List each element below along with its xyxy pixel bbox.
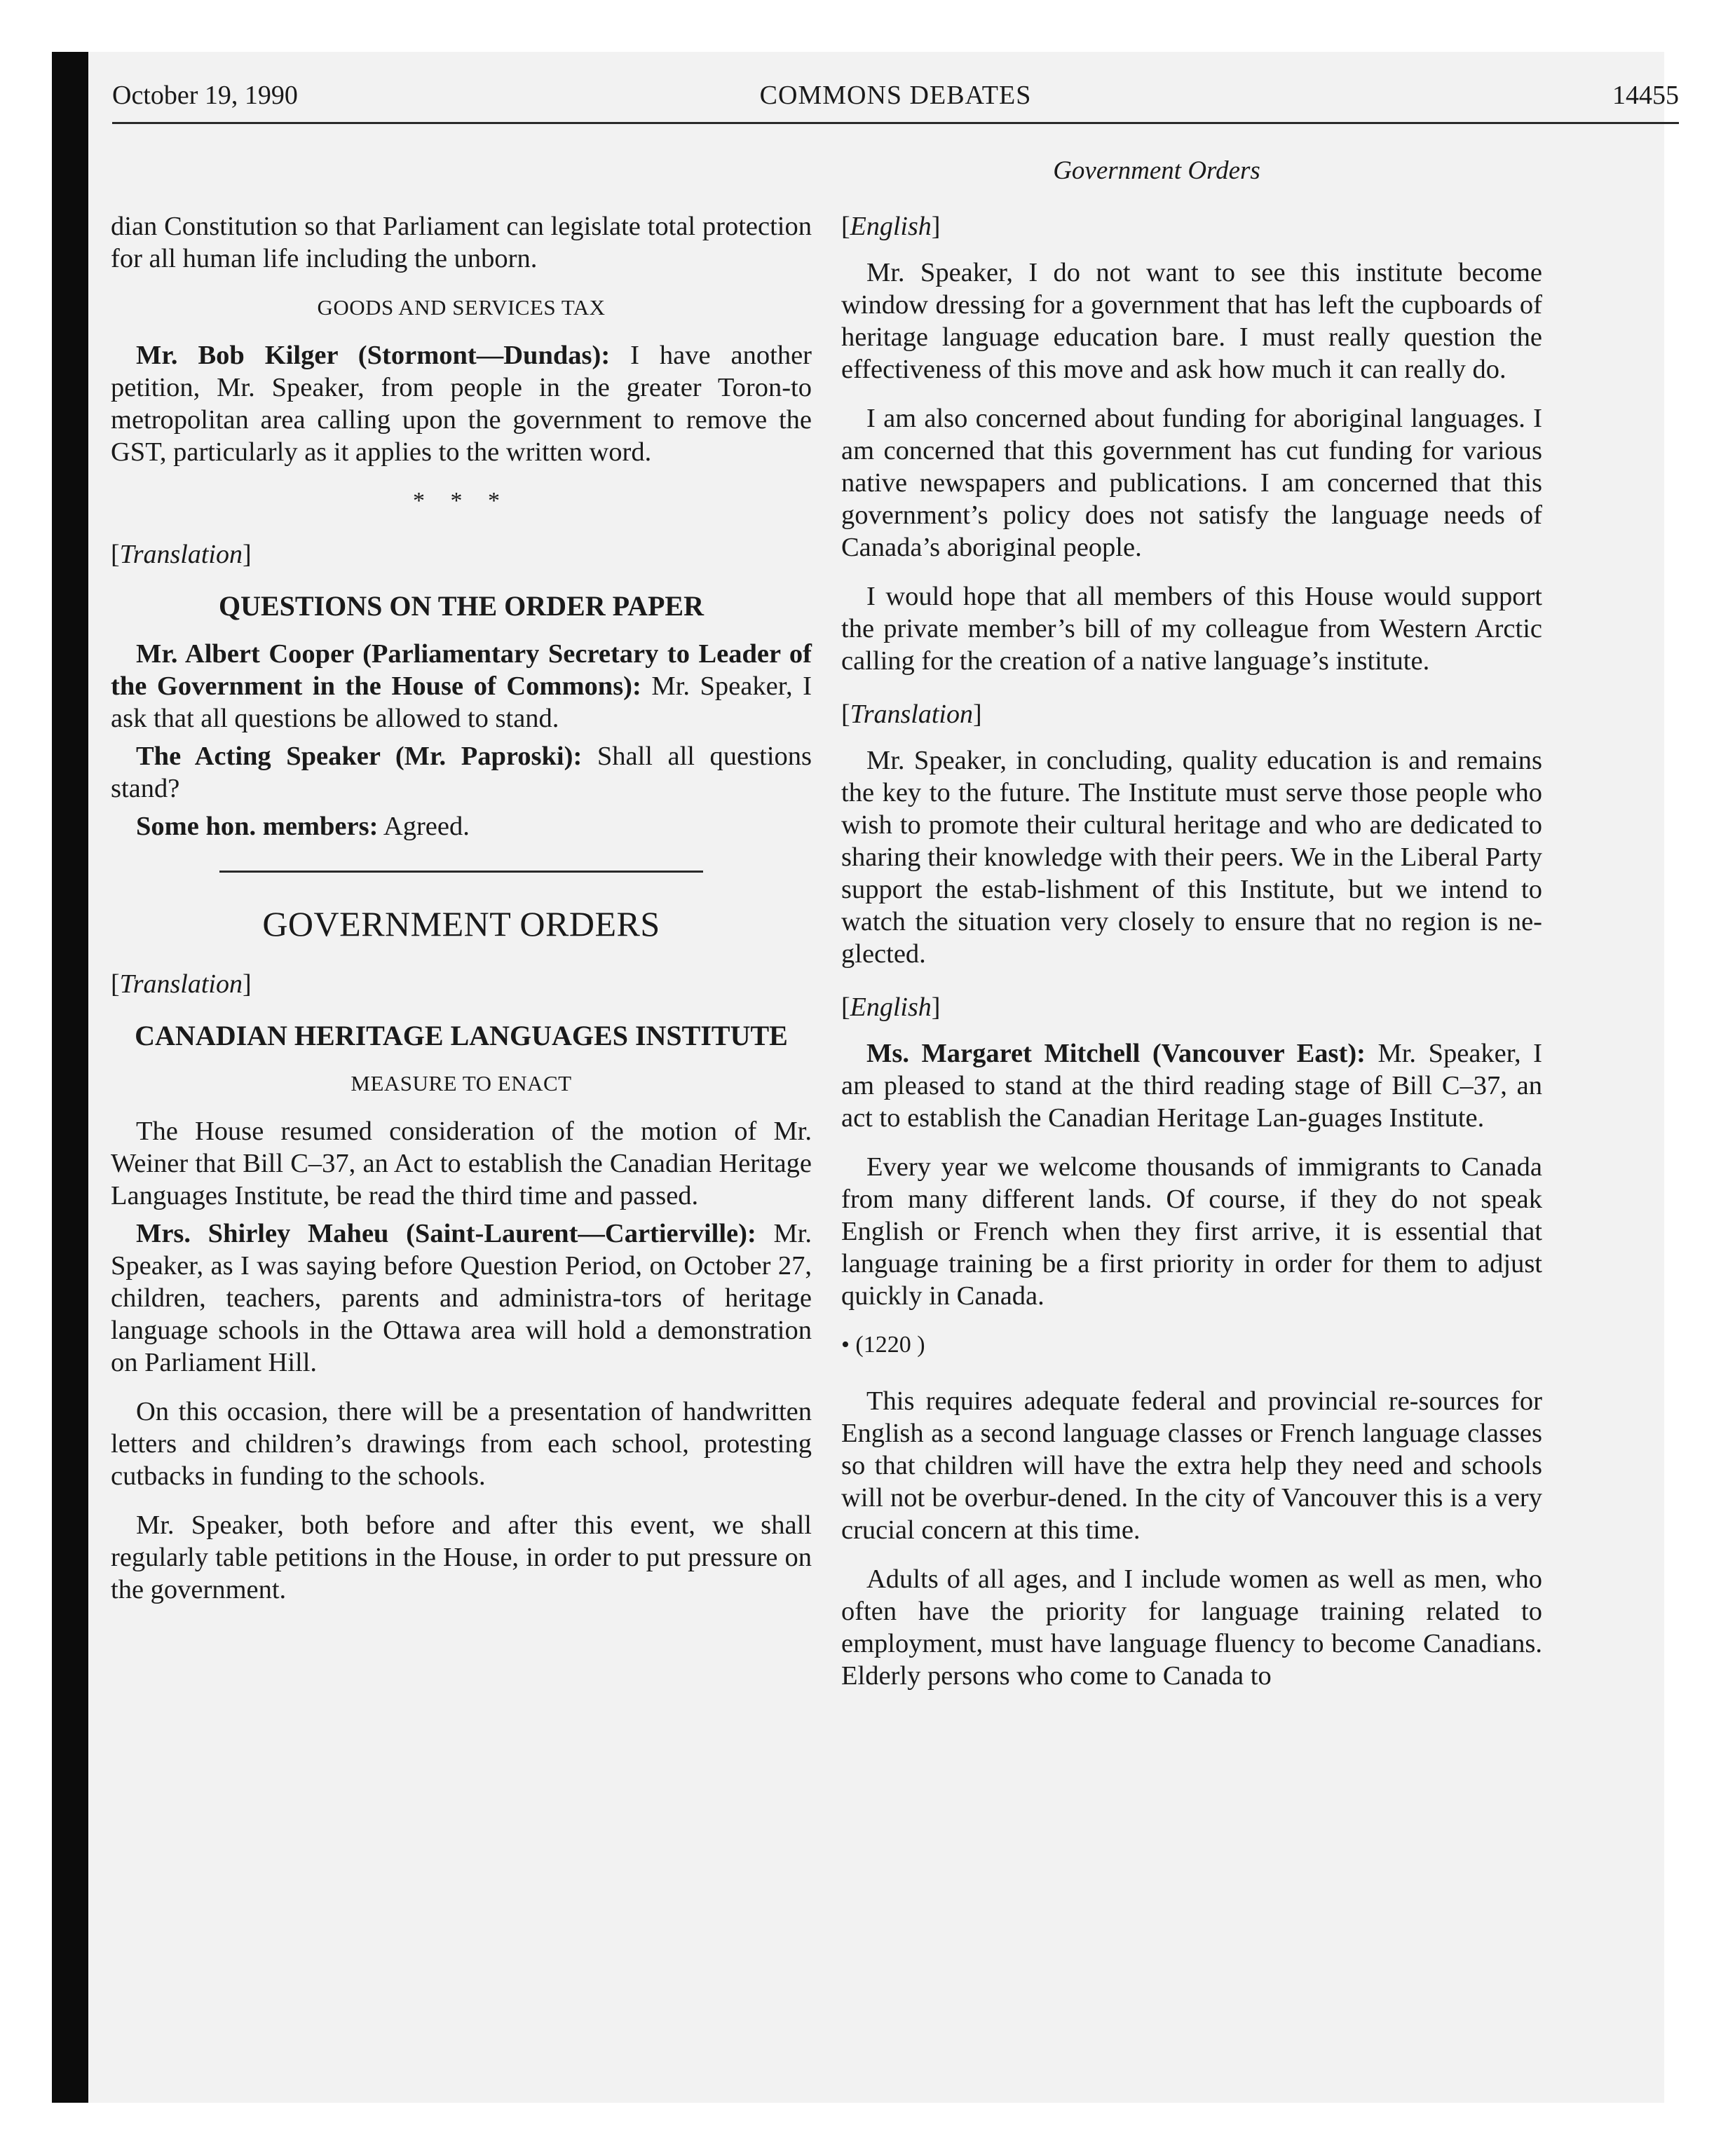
mitchell-paragraph xyxy=(841,1037,1542,1134)
maheu-paragraph xyxy=(111,1217,812,1379)
header-page-number: 14455 xyxy=(1612,81,1679,110)
continued-paragraph: dian Constitution so that Parliament can legislate total protection for all human life including the unborn. xyxy=(111,212,812,273)
maheu-speaker: Mrs. Shirley Maheu (Saint-Laurent—Cartierville): xyxy=(136,1219,756,1248)
translation-tag-1: [Translation] xyxy=(111,540,252,569)
left-column xyxy=(111,210,812,1623)
kilger-paragraph xyxy=(111,339,812,468)
running-head: Government Orders xyxy=(1053,156,1260,185)
kilger-speaker: Mr. Bob Kilger (Stormont—Dundas): xyxy=(136,341,611,370)
mitchell-speaker: Ms. Margaret Mitchell (Vancouver East): xyxy=(866,1039,1366,1068)
acting-speaker-text: Shall all questions stand? xyxy=(111,742,812,803)
cooper-speaker: Mr. Albert Cooper (Parliamentary Secretary to Leader of the Government in the House of Commons): xyxy=(111,639,812,701)
english-tag-2: [English] xyxy=(841,992,941,1022)
gst-heading: GOODS AND SERVICES TAX xyxy=(317,295,606,320)
translation-tag-2: [Translation] xyxy=(111,969,252,999)
petitions-paragraph: Mr. Speaker, both before and after this event, we shall regularly table petitions in the House, in order to put pressure on the government. xyxy=(111,1510,812,1604)
section-rule xyxy=(219,871,703,873)
header-journal-title: COMMONS DEBATES xyxy=(759,81,1032,110)
header-date: October 19, 1990 xyxy=(112,81,298,110)
english-tag-2-text: English xyxy=(850,992,932,1022)
acting-speaker: The Acting Speaker (Mr. Paproski): xyxy=(136,742,583,771)
right-column xyxy=(841,210,1542,1709)
institute-heading: CANADIAN HERITAGE LANGUAGES INSTITUTE xyxy=(135,1020,788,1051)
window-dressing-paragraph: Mr. Speaker, I do not want to see this institute become window dressing for a government that has left the cupboards of heritage language education bare. I must really question the effectiveness of this move and ask how much it can really do. xyxy=(841,258,1542,384)
government-orders-heading: GOVERNMENT ORDERS xyxy=(262,904,660,943)
english-tag-1-text: English xyxy=(850,212,932,241)
time-marker: • (1220 ) xyxy=(841,1332,925,1358)
concluding-paragraph: Mr. Speaker, in concluding, quality education is and remains the key to the future. The Institute must serve those people who wish to promote their cultural heritage and who are dedicated to sharing their knowledge with their peers. We in the Liberal Party support the estab-lishment of this Institute, but we intend to watch the situation very closely to ensure that no region is ne-glected. xyxy=(841,746,1542,969)
members-speaker: Some hon. members: xyxy=(136,812,379,841)
aboriginal-paragraph: I am also concerned about funding for aboriginal languages. I am concerned that this government has cut funding for various native newspapers and publications. I am concerned that this government’s policy does not satisfy the language needs of Canada’s aboriginal people. xyxy=(841,404,1542,562)
cooper-text: Mr. Speaker, I ask that all questions be allowed to stand. xyxy=(111,671,812,733)
members-text: Agreed. xyxy=(378,812,470,841)
adults-paragraph: Adults of all ages, and I include women as well as men, who often have the priority for language training related to employment, must have language fluency to become Canadians. Elderly persons who come to Canada to xyxy=(841,1564,1542,1691)
translation-tag-3: [Translation] xyxy=(841,700,982,729)
kilger-text: I have another petition, Mr. Speaker, from people in the greater Toron-to metropolitan area calling upon the government to remove the GST, particularly as it applies to the written word. xyxy=(111,341,812,467)
mitchell-text: Mr. Speaker, I am pleased to stand at the third reading stage of Bill C–37, an act to establish the Canadian Heritage Lan-guages Institute. xyxy=(841,1039,1542,1133)
questions-heading: QUESTIONS ON THE ORDER PAPER xyxy=(219,590,704,622)
translation-tag-3-text: Translation xyxy=(850,700,973,729)
cooper-paragraph xyxy=(111,638,812,735)
binding-edge xyxy=(52,52,88,2103)
private-bill-paragraph: I would hope that all members of this House would support the private member’s bill of my colleague from Western Arctic calling for the creation of a native language’s institute. xyxy=(841,582,1542,676)
measure-heading: MEASURE TO ENACT xyxy=(351,1071,572,1096)
resources-paragraph: This requires adequate federal and provincial re-sources for English as a second language classes or French language classes so that children will have the extra help they need and schools will not be overbur-dened. In the city of Vancouver this is a very crucial concern at this time. xyxy=(841,1386,1542,1545)
members-paragraph xyxy=(111,810,812,842)
maheu-text: Mr. Speaker, as I was saying before Question Period, on October 27, children, teachers, parents and administra-tors of heritage language schools in the Ottawa area will hold a demonstration on Parliament Hill. xyxy=(111,1219,812,1377)
immigrants-paragraph: Every year we welcome thousands of immigrants to Canada from many different lands. Of course, if they do not speak English or French when they first arrive, it is essential that language training be a first priority in order for them to adjust quickly in Canada. xyxy=(841,1152,1542,1311)
acting-speaker-paragraph xyxy=(111,740,812,805)
occasion-paragraph: On this occasion, there will be a presentation of handwritten letters and children’s drawings from each school, protesting cutbacks in funding to the schools. xyxy=(111,1397,812,1491)
house-resumed-paragraph: The House resumed consideration of the motion of Mr. Weiner that Bill C–37, an Act to establish the Canadian Heritage Languages Institute, be read the third time and passed. xyxy=(111,1117,812,1210)
page-header xyxy=(112,80,1679,124)
translation-tag-1-text: Translation xyxy=(119,540,243,569)
section-stars: * * * xyxy=(413,488,510,514)
english-tag-1: [English] xyxy=(841,212,941,241)
translation-tag-2-text: Translation xyxy=(119,969,243,999)
